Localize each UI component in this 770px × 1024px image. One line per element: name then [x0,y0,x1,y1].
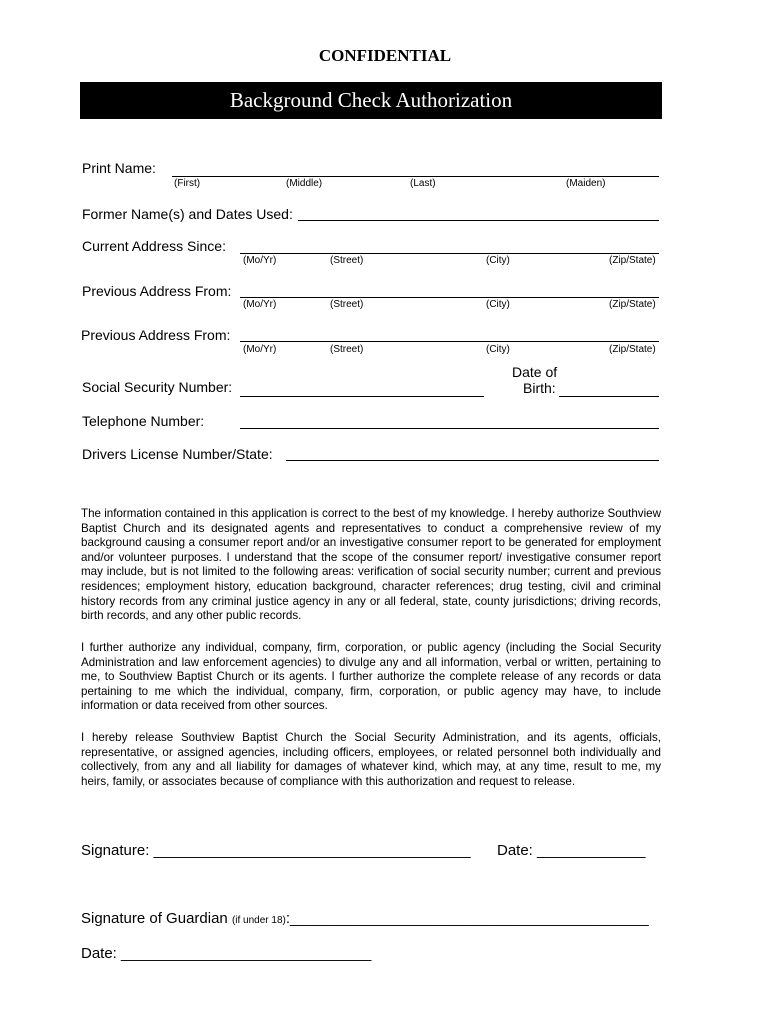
city-sublabel: (City) [486,299,510,310]
guardian-date-row [81,945,371,962]
drivers-license-field[interactable] [286,460,659,461]
ssn-label: Social Security Number: [82,379,233,395]
authorization-paragraph: The information contained in this application is correct to the best of my knowledge. I hereby authorize Southview Baptist Church and its designated agents and representatives to conduct a comprehensive review of my background causing a consumer report and/or an investigative consumer report to be generated for employment and/or volunteer purposes. I understand that the scope of the consumer report/ investigative consumer report may include, but is not limited to the following areas: verification of social security number; current and previous residences; employment history, education background, character references; drug testing, civil and criminal history records from any criminal justice agency in any or all federal, state, county jurisdictions; driving records, birth records, and any other public records. [81,507,662,623]
guardian-row [81,910,649,927]
dob-label-line2: Birth: [523,380,556,396]
last-sublabel: (Last) [410,178,436,189]
previous-address-label: Previous Address From: [81,327,231,343]
zip-state-sublabel: (Zip/State) [609,255,656,266]
first-sublabel: (First) [174,178,201,189]
current-address-label: Current Address Since: [82,238,226,254]
dob-label-line1: Date of [512,364,558,380]
previous-address-field[interactable] [240,297,659,298]
street-sublabel: (Street) [330,344,364,355]
mo-yr-sublabel: (Mo/Yr) [243,344,277,355]
mo-yr-sublabel: (Mo/Yr) [243,255,277,266]
telephone-label: Telephone Number: [82,413,205,429]
zip-state-sublabel: (Zip/State) [609,299,656,310]
signature-label: Signature: [81,842,150,859]
city-sublabel: (City) [486,344,510,355]
form-title: Background Check Authorization [80,82,662,119]
date-field[interactable]: _____________ [537,842,646,859]
guardian-signature-label: Signature of Guardian [81,910,228,927]
release-paragraph: I hereby release Southview Baptist Church the Social Security Administration, and its agents, officials, representative, or assigned agencies, including officers, employees, or related personnel both individually and collectively, from any and all liability for damages of whatever kind, which may, at any time, result to me, my heirs, family, or associates because of compliance with this authorization and request to release. [81,731,661,788]
maiden-sublabel: (Maiden) [566,178,606,189]
dob-field[interactable] [559,396,659,397]
print-name-label: Print Name: [82,160,156,176]
guardian-signature-field[interactable]: :___________________________________________ [285,910,649,927]
guardian-note: (if under 18) [231,915,286,926]
street-sublabel: (Street) [330,255,364,266]
previous-address-label: Previous Address From: [82,283,232,299]
middle-sublabel: (Middle) [286,178,323,189]
guardian-date-field[interactable]: ______________________________ [121,945,372,962]
confidential-heading: CONFIDENTIAL [318,46,452,65]
drivers-license-label: Drivers License Number/State: [82,446,273,462]
signature-row [81,842,471,859]
telephone-field[interactable] [240,428,659,429]
date-row [497,842,645,859]
guardian-date-label: Date: [81,945,117,962]
further-authorization-paragraph: I further authorize any individual, company, firm, corporation, or public agency (including the Social Security Administration and law enforcement agencies) to divulge any and all information, verbal or written, pertaining to me, to Southview Baptist Church or its agents. I further authorize the complete release of any records or data pertaining to me which the individual, company, firm, corporation, or public agency may have, to include information or data received from other sources. [81,641,661,713]
previous-address-field[interactable] [240,341,659,342]
mo-yr-sublabel: (Mo/Yr) [243,299,277,310]
former-names-field[interactable] [298,220,659,221]
city-sublabel: (City) [486,255,510,266]
date-label: Date: [497,842,533,859]
current-address-field[interactable] [240,253,659,254]
zip-state-sublabel: (Zip/State) [609,344,656,355]
former-names-label: Former Name(s) and Dates Used: [82,206,293,222]
street-sublabel: (Street) [330,299,364,310]
ssn-field[interactable] [240,396,484,397]
print-name-field[interactable] [172,176,659,177]
signature-field[interactable]: ______________________________________ [153,842,471,859]
